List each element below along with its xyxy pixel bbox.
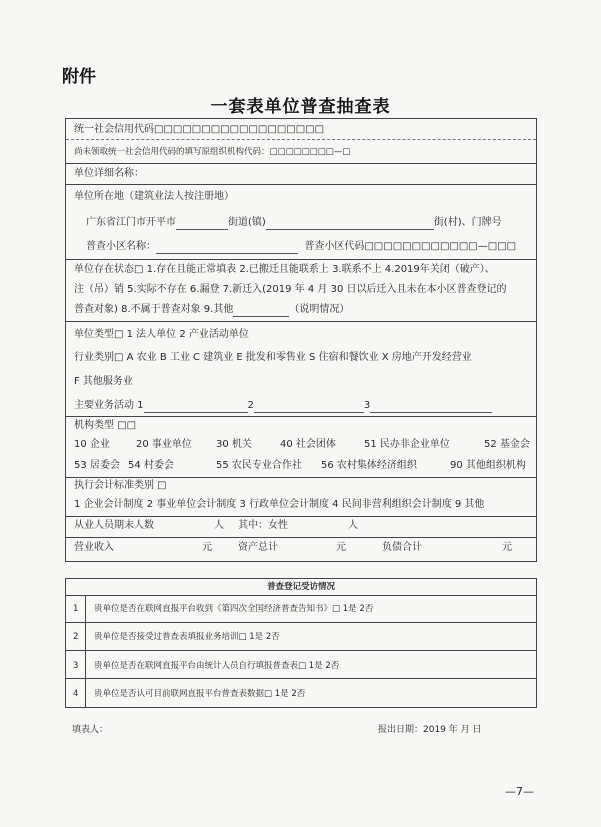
industry-line-2: F 其他服务业 bbox=[74, 376, 133, 387]
revenue-unit: 元 bbox=[202, 542, 212, 553]
unit-type[interactable]: 单位类型□ 1 法人单位 2 产业活动单位 bbox=[74, 329, 249, 340]
location-address[interactable]: 广东省江门市开平市 街道(镇) 街(村)、门牌号 bbox=[86, 217, 502, 228]
revenue-label: 营业收入 bbox=[74, 542, 114, 553]
visit-row-4-num: 4 bbox=[73, 689, 79, 699]
credit-code-field[interactable]: 统一社会信用代码□□□□□□□□□□□□□□□□□□ bbox=[74, 124, 325, 135]
report-date: 报出日期：2019 年 月 日 bbox=[378, 725, 482, 735]
liabilities-label: 负债合计 bbox=[382, 542, 422, 553]
filler-label: 填表人： bbox=[72, 725, 109, 735]
main-form: 统一社会信用代码□□□□□□□□□□□□□□□□□□ 尚未领取统一社会信用代码的填写原组织机构代码：□□□□□□□□—□ 单位详细名称： 单位所在地（建筑业法人按注册地） 广东省江门市开平市 街道(镇) 街(村)、门牌号 普查小区名称： 普查小区代码□□□□□□□□□□□□—□□□ 单位存在状态□ 1.存在且能正常填表 2.已搬迁且能联系上 3.联系不上 4.2019年关闭（破产）、 注（吊）销 5.实际不存在 6.漏登 7.新迁入(2019 年 4 月 30 日以后迁入且未在本小区普查登记的 普查对象) 8.不属于普查对象 9.其他 （说明情况） 单位类型□ 1 法人单位 2 产业活动单位 行业类别□ A 农业 B 工业 C 建筑业 E 批发和零售业 S 住宿和餐饮业 X 房地产开发经营业 F 其他服务业 主要业务活动 1 2 3 机构类型 □□ 10 企业 20 事业单位 30 机关 40 社会团体 51 民办非企业单位 52 基金会 53 居委会 54 村委会 55 农民专业合作社 56 农村集体经济组织 90 其他组织机构 执行会计标准类别 □ 1 企业会计制度 2 事业单位会计制度 3 行政单位会计制度 4 民间非营利组织会计制度 9 其他 从业人员期末人数 人 其中：女性 人 营业收入 元 资产总计 元 负债合计 元 bbox=[65, 118, 537, 562]
employees-unit: 人 bbox=[214, 520, 224, 531]
industry-line-1[interactable]: 行业类别□ A 农业 B 工业 C 建筑业 E 批发和零售业 S 住宿和餐饮业 X 房地产开发经营业 bbox=[74, 352, 472, 363]
visit-row-3[interactable]: 贵单位是否在联网直报平台由统计人员自行填报普查表□ 1是 2否 bbox=[94, 661, 340, 671]
employees-label: 从业人员期末人数 bbox=[74, 520, 154, 531]
female-unit: 人 bbox=[348, 520, 358, 531]
liabilities-unit: 元 bbox=[502, 542, 512, 553]
page-title: 一套表单位普查抽查表 bbox=[210, 97, 391, 117]
visit-row-3-num: 3 bbox=[73, 661, 79, 671]
status-line-1[interactable]: 单位存在状态□ 1.存在且能正常填表 2.已搬迁且能联系上 3.联系不上 4.2019年关闭（破产）、 bbox=[74, 264, 495, 275]
census-area-row[interactable]: 普查小区名称： 普查小区代码□□□□□□□□□□□□—□□□ bbox=[86, 241, 517, 252]
attachment-label: 附件 bbox=[62, 67, 96, 87]
visit-table-title: 普查登记受访情况 bbox=[266, 582, 335, 592]
visit-row-4[interactable]: 贵单位是否认可目前联网直报平台普查表数据□ 1是 2否 bbox=[94, 689, 306, 699]
accounting-label[interactable]: 执行会计标准类别 □ bbox=[74, 480, 167, 491]
location-label: 单位所在地（建筑业法人按注册地） bbox=[74, 191, 234, 202]
status-line-3[interactable]: 普查对象) 8.不属于普查对象 9.其他 （说明情况） bbox=[74, 304, 350, 315]
detail-name-label: 单位详细名称： bbox=[74, 168, 144, 179]
visit-row-1-num: 1 bbox=[73, 604, 79, 614]
accounting-options: 1 企业会计制度 2 事业单位会计制度 3 行政单位会计制度 4 民间非营利组织会计制度 9 其他 bbox=[74, 499, 485, 510]
org-code-field[interactable]: 尚未领取统一社会信用代码的填写原组织机构代码：□□□□□□□□—□ bbox=[74, 147, 351, 157]
assets-unit: 元 bbox=[336, 542, 346, 553]
visit-row-1[interactable]: 贵单位是否在联网直报平台收到《第四次全国经济普查告知书》□ 1是 2否 bbox=[94, 604, 374, 614]
status-line-2: 注（吊）销 5.实际不存在 6.漏登 7.新迁入(2019 年 4 月 30 日以后迁入且未在本小区普查登记的 bbox=[74, 284, 507, 295]
female-label: 其中：女性 bbox=[238, 520, 288, 531]
main-activity-row[interactable]: 主要业务活动 1 2 3 bbox=[74, 399, 492, 413]
page-number: —7— bbox=[505, 785, 534, 798]
org-type-label[interactable]: 机构类型 □□ bbox=[74, 420, 137, 431]
visit-row-2[interactable]: 贵单位是否接受过普查表填报业务培训□ 1是 2否 bbox=[94, 632, 280, 642]
visit-row-2-num: 2 bbox=[73, 632, 79, 642]
visit-table bbox=[65, 578, 537, 708]
assets-label: 资产总计 bbox=[238, 542, 278, 553]
